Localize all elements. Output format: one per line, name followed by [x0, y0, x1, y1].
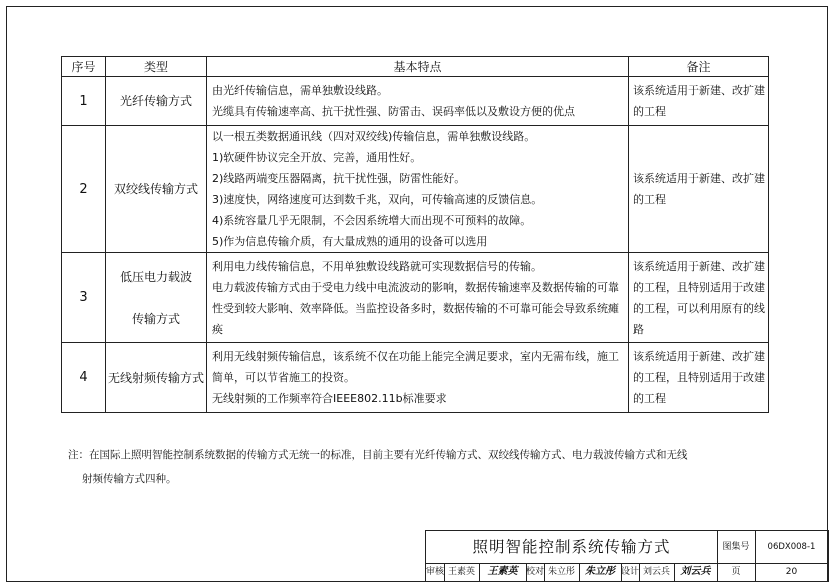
type-line: 低压电力载波: [119, 269, 192, 284]
designer-name: 刘云兵: [639, 563, 675, 581]
note-line: 该系统适用于新建、改扩建: [633, 172, 765, 185]
reviewer-signature: 王素英: [479, 563, 527, 581]
signature-row: [426, 563, 828, 581]
header-notes: 备注: [629, 57, 769, 77]
type-line: 传输方式: [131, 311, 180, 326]
feature-line: 利用无线射频传输信息，该系统不仅在功能上能完全满足要求，室内无需布线，施工: [212, 350, 619, 363]
table-row: [62, 126, 769, 253]
feature-line: 痪: [212, 322, 223, 336]
feature-line: 电力载波传输方式由于受电力线中电流波动的影响，数据传输速率及数据传输的可靠: [212, 280, 619, 294]
table-row: [62, 77, 769, 126]
type-line: 光纤传输方式: [119, 94, 192, 108]
features-cell: [207, 343, 629, 413]
header-no: 序号: [62, 57, 106, 77]
table-body: [62, 77, 769, 413]
header-type: 类型: [106, 57, 207, 77]
note-line: 的工程，且特别适用于改建: [633, 371, 765, 384]
note-line: 该系统适用于新建、改扩建: [633, 350, 765, 363]
features-cell: [207, 77, 629, 126]
feature-line: 5)作为信息传输介质，有大量成熟的通用的设备可以选用: [212, 235, 488, 248]
row-number: 4: [62, 343, 106, 413]
features-cell: [207, 126, 629, 253]
note-line: 的工程: [633, 392, 666, 405]
page-label: 页: [717, 563, 756, 581]
row-number: 1: [62, 77, 106, 126]
note-line: 的工程: [633, 193, 666, 206]
feature-line: 2)线路两端变压器隔离，抗干扰性强，防雷性能好。: [212, 172, 466, 185]
feature-line: 性受到较大影响、效率降低。当监控设备多时，数据传输的不可靠可能会导致系统瘫: [212, 301, 619, 315]
feature-line: 1)软硬件协议完全开放、完善，通用性好。: [212, 151, 422, 164]
designer-signature: 刘云兵: [674, 563, 718, 581]
feature-line: 以一根五类数据通讯线（四对双绞线)传输信息，需单独敷设线路。: [212, 130, 536, 143]
check-label: 校对: [526, 563, 545, 581]
drawing-title: 照明智能控制系统传输方式: [426, 531, 718, 564]
features-cell: [207, 253, 629, 343]
table-row: [62, 253, 769, 343]
design-label: 设计: [621, 563, 640, 581]
reviewer-name: 王素英: [444, 563, 480, 581]
feature-line: 光缆具有传输速率高、抗干扰性强、防雷击、误码率低以及敷设方便的优点: [212, 105, 575, 118]
review-label: 审核: [426, 563, 445, 581]
feature-line: 利用电力线传输信息，不用单独敷设线路就可实现数据信号的传输。: [212, 259, 542, 273]
feature-line: 无线射频的工作频率符合IEEE802.11b标准要求: [212, 392, 447, 405]
atlas-number: 06DX008-1: [755, 531, 828, 564]
note-line: 的工程，且特别适用于改建: [633, 280, 765, 294]
note-line: 的工程: [633, 105, 666, 118]
footnote-line-2: 射频传输方式四种。: [82, 473, 177, 485]
type-line: 双绞线传输方式: [113, 182, 198, 196]
title-block: [425, 530, 829, 582]
note-line: 该系统适用于新建、改扩建: [633, 259, 765, 273]
notes-cell: [629, 253, 769, 343]
feature-line: 4)系统容量几乎无限制，不会因系统增大而出现不可预料的故障。: [212, 214, 532, 227]
feature-line: 简单，可以节省施工的投资。: [212, 371, 355, 384]
note-line: 的工程，可以利用原有的线: [633, 301, 765, 315]
table-row: [62, 343, 769, 413]
note-line: 路: [633, 322, 644, 336]
transmission-type: [106, 77, 207, 126]
table-header-row: [62, 57, 769, 77]
feature-line: 由光纤传输信息，需单独敷设线路。: [212, 84, 388, 97]
row-number: 2: [62, 126, 106, 253]
transmission-table: [61, 56, 769, 413]
transmission-type: [106, 253, 207, 343]
page-number: 20: [785, 567, 798, 577]
feature-line: 3)速度快，网络速度可达到数千兆，双向，可传输高速的反馈信息。: [212, 193, 543, 206]
notes-cell: [629, 77, 769, 126]
footnote: [68, 443, 688, 491]
note-line: 该系统适用于新建、改扩建: [633, 84, 765, 97]
row-number: 3: [62, 253, 106, 343]
notes-cell: [629, 126, 769, 253]
checker-signature: 朱立彤: [579, 563, 622, 581]
checker-name: 朱立彤: [544, 563, 580, 581]
header-features: 基本特点: [207, 57, 629, 77]
transmission-type: [106, 343, 207, 413]
atlas-number-label: 图集号: [717, 531, 756, 564]
notes-cell: [629, 343, 769, 413]
footnote-line-1: 注：在国际上照明智能控制系统数据的传输方式无统一的标准，目前主要有光纤传输方式、双绞线传输方式、电力载波传输方式和无线: [68, 449, 688, 461]
transmission-type: [106, 126, 207, 253]
type-line: 无线射频传输方式: [107, 370, 204, 385]
